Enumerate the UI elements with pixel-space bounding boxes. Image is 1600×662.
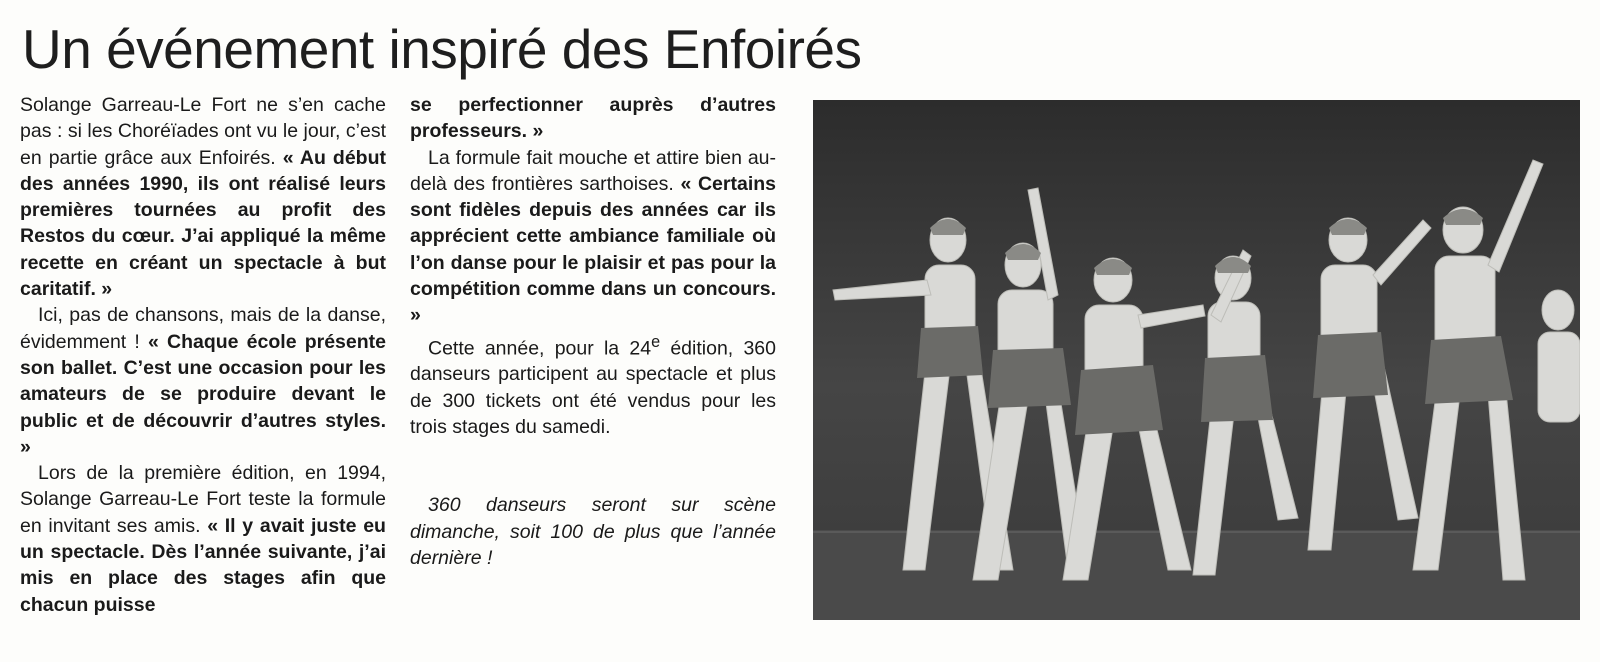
paragraph-1 [20, 92, 386, 302]
paragraph-3 [20, 460, 386, 618]
paragraph-text: Cette année, pour la 24 [428, 337, 652, 360]
paragraph-4 [410, 145, 776, 329]
article-column-1 [20, 92, 386, 618]
paragraph-text: édition, 360 danseurs participent au spectacle et plus de 300 tickets ont été vendus pour les trois stages du samedi. [410, 337, 776, 439]
quote-text: se perfectionner auprès d’autres professeurs. » [410, 94, 776, 143]
superscript: e [651, 332, 661, 351]
paragraph-2 [20, 302, 386, 460]
dance-photo [813, 100, 1580, 620]
photo-caption: 360 danseurs seront sur scène dimanche, soit 100 de plus que l’année dernière ! [410, 494, 776, 569]
quote-text: « Chaque école présente son ballet. C’est une occasion pour les amateurs de se produire devant le public et de découvrir d’autres styles. » [20, 330, 386, 458]
article-column-2 [410, 92, 776, 571]
paragraph-text: Lors de la première édition, en 1994, Solange Garreau-Le Fort teste la formule en invitant ses amis. [20, 462, 386, 537]
paragraph-continued [410, 92, 776, 145]
paragraph-text: Ici, pas de chansons, mais de la danse, évidemment ! [20, 304, 386, 353]
paragraph-text: La formule fait mouche et attire bien au-delà des frontières sarthoises. [410, 146, 776, 195]
quote-text: « Il y avait juste eu un spectacle. Dès l’année suivante, j’ai mis en place des stages afin que chacun puisse [20, 514, 386, 616]
paragraph-text: Solange Garreau-Le Fort ne s’en cache pas : si les Choréïades ont vu le jour, c’est en partie grâce aux Enfoirés. [20, 94, 386, 169]
dance-photo-illustration [813, 100, 1580, 620]
quote-text: « Au début des années 1990, ils ont réalisé leurs premières tournées au profit des Restos du cœur. J’ai appliqué la même recette en créant un spectacle à but caritatif. » [20, 146, 386, 301]
article-headline: Un événement inspiré des Enfoirés [22, 18, 862, 80]
quote-text: « Certains sont fidèles depuis des années car ils apprécient cette ambiance familiale où l’on danse pour le plaisir et pas pour la compétition comme dans un concours. » [410, 172, 776, 327]
paragraph-5 [410, 329, 776, 441]
